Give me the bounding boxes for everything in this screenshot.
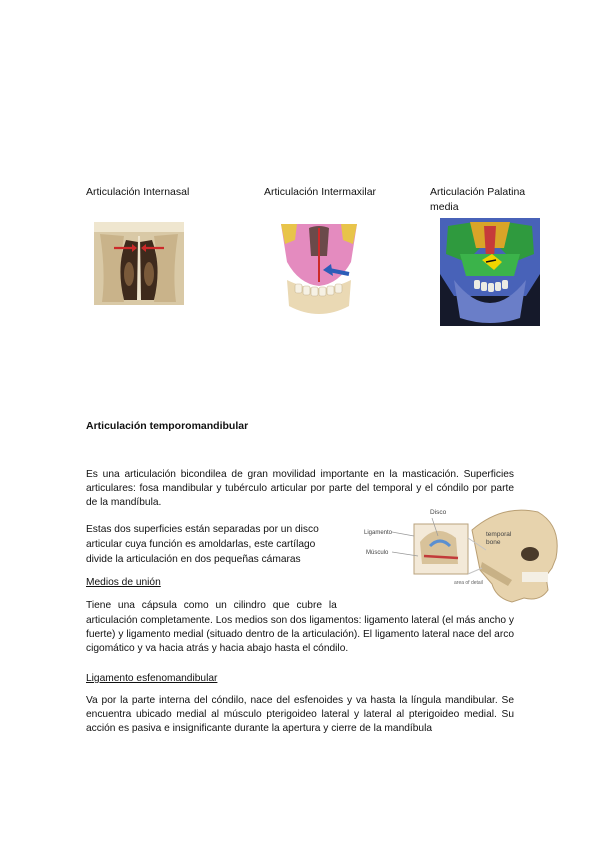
tmj-label-temporal: temporal xyxy=(486,531,512,538)
caption-palatina-line1: Articulación Palatina xyxy=(430,186,526,198)
tmj-label-bone: bone xyxy=(486,539,501,546)
caption-internasal: Articulación Internasal xyxy=(86,186,190,198)
ligamento-paragraph: Va por la parte interna del cóndilo, nace del esfenoides y va hasta la língula mandibular. Se encuentra ubicado medial al músculo pterigoideo lateral y lateral al pterigoideo medial. Su acción es pasiva e insignificante durante la apertura y cierre de la mandíbula xyxy=(86,695,514,734)
tmj-figure xyxy=(362,502,562,612)
tmj-label-area: area of detail xyxy=(454,580,483,586)
palatina-image xyxy=(440,218,540,326)
medios-paragraph: articulación completamente. Los medios son dos ligamentos: ligamento lateral (el más ancho y fuerte) y ligamento medial (situado dentro de la articulación). El ligamento lateral nace del arco cigomático y va hacia atrás y hacia abajo hasta el cóndilo. xyxy=(86,615,514,654)
medios-title: Medios de unión xyxy=(86,577,161,588)
disc-line-2: articular cuya función es amoldarlas, este cartílago xyxy=(86,539,316,550)
intro-paragraph: Es una articulación bicondilea de gran movilidad importante en la masticación. Superficies articulares: fosa mandibular y tubérculo articular por parte del temporal y el cóndilo por parte de la mandíbula. xyxy=(86,469,514,508)
disc-line-1: Estas dos superficies están separadas por un disco xyxy=(86,524,319,535)
medios-first-line: Tiene una cápsula como un cilindro que cubre la xyxy=(86,600,337,611)
intermaxilar-image xyxy=(277,222,361,322)
internasal-image xyxy=(94,222,184,305)
tmj-label-musculo: Músculo xyxy=(366,550,389,556)
tmj-label-disco: Disco xyxy=(430,509,447,516)
section-title: Articulación temporomandibular xyxy=(86,420,249,432)
disc-line-3: divide la articulación en dos pequeñas cámaras xyxy=(86,554,301,565)
tmj-label-ligamento: Ligamento xyxy=(364,530,393,536)
ligamento-title: Ligamento esfenomandibular xyxy=(86,673,218,684)
caption-intermaxilar: Articulación Intermaxilar xyxy=(264,186,377,198)
caption-palatina-line2: media xyxy=(430,201,459,213)
